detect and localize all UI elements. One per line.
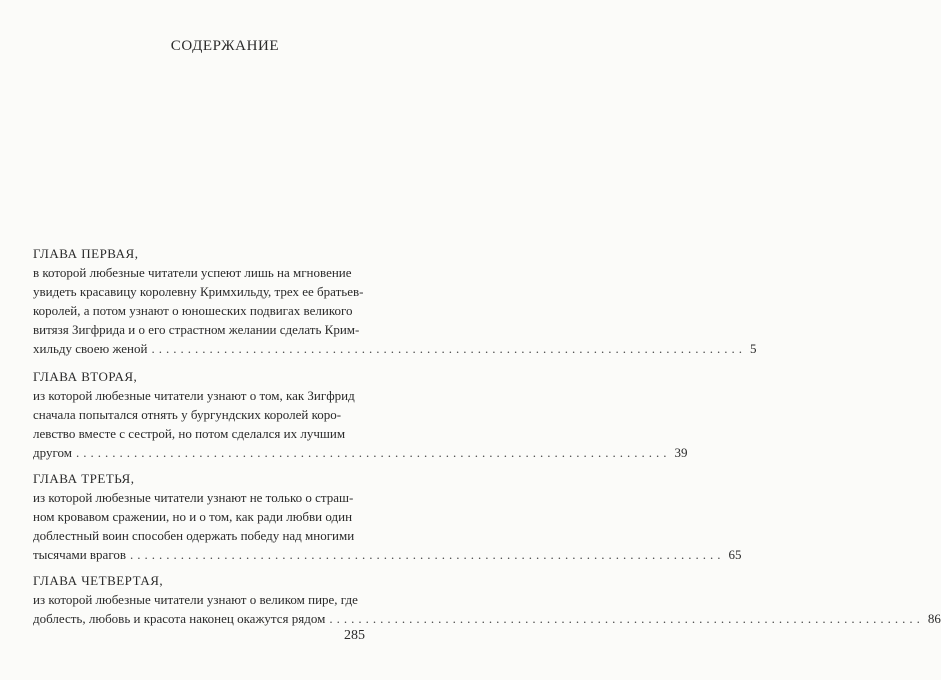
- chapter-description-line: ном кровавом сражении, но и о том, как ради любви один: [33, 509, 353, 524]
- chapter-heading: ГЛАВА ПЕРВАЯ,: [33, 246, 139, 261]
- chapter-description-line: из которой любезные читатели узнают не только о страш-: [33, 490, 354, 505]
- dot-leader: ..................................................................................: [129, 547, 725, 562]
- page-number: 86: [927, 611, 941, 626]
- chapter-description-line: другом: [33, 445, 72, 460]
- dot-leader: ..................................................................................: [329, 611, 924, 626]
- chapter-last-line: [33, 545, 742, 564]
- chapter-description-line: сначала попытался отнять у бургундских королей коро-: [33, 407, 342, 422]
- toc-entry-chapter-3[interactable]: [33, 469, 742, 564]
- chapter-description-line: из которой любезные читатели узнают о том, как Зигфрид: [33, 388, 355, 403]
- chapter-description-line: королей, а потом узнают о юношеских подвигах великого: [33, 303, 353, 318]
- chapter-description-line: из которой любезные читатели узнают о великом пире, где: [33, 592, 358, 607]
- page-number: 65: [728, 547, 742, 562]
- dot-leader: ..................................................................................: [151, 341, 746, 356]
- chapter-description-line: левство вместе с сестрой, но потом сделался их лучшим: [33, 426, 346, 441]
- toc-entry-chapter-1[interactable]: [33, 244, 757, 358]
- chapter-last-line: [33, 339, 757, 358]
- chapter-heading: ГЛАВА ВТОРАЯ,: [33, 369, 138, 384]
- chapter-description-line: доблестный воин способен одержать победу над многими: [33, 528, 355, 543]
- page-title: СОДЕРЖАНИЕ: [170, 38, 280, 54]
- chapter-description-line: хильду своею женой: [33, 341, 148, 356]
- chapter-last-line: [33, 443, 688, 462]
- page-number: 5: [749, 341, 757, 356]
- page-number: 39: [674, 445, 688, 460]
- page-folio-number: 285: [344, 628, 365, 643]
- toc-entry-chapter-2[interactable]: [33, 367, 688, 462]
- chapter-description-line: тысячами врагов: [33, 547, 126, 562]
- chapter-description-line: доблесть, любовь и красота наконец окажутся рядом: [33, 611, 326, 626]
- chapter-last-line: [33, 609, 941, 628]
- chapter-heading: ГЛАВА ЧЕТВЕРТАЯ,: [33, 573, 164, 588]
- chapter-heading: ГЛАВА ТРЕТЬЯ,: [33, 471, 135, 486]
- toc-entry-chapter-4[interactable]: [33, 571, 941, 628]
- chapter-description-line: в которой любезные читатели успеют лишь на мгновение: [33, 265, 352, 280]
- dot-leader: ..................................................................................: [75, 445, 671, 460]
- chapter-description-line: увидеть красавицу королевну Кримхильду, трех ее братьев-: [33, 284, 364, 299]
- chapter-description-line: витязя Зигфрида и о его страстном желании сделать Крим-: [33, 322, 360, 337]
